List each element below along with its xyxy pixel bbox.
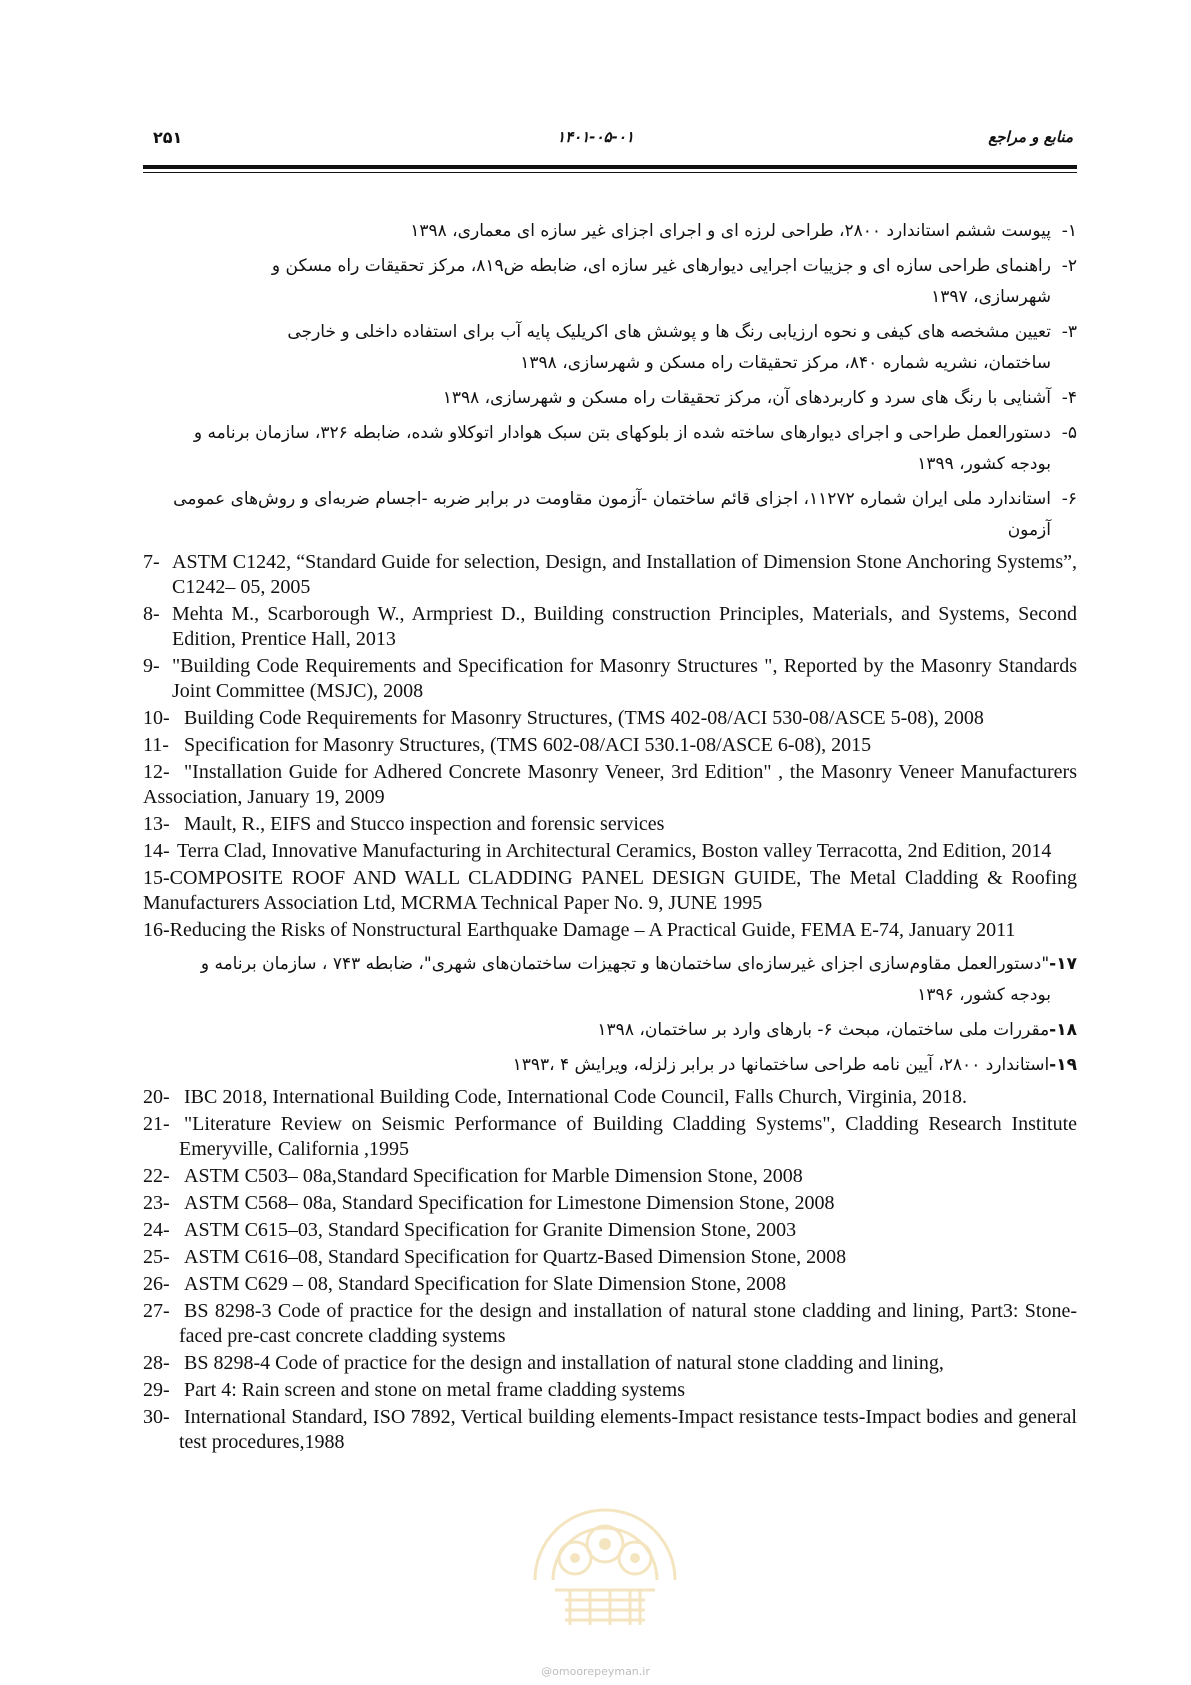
reference-fa-4 (143, 383, 1077, 414)
reference-text: استاندارد ملی ایران شماره ۱۱۲۷۲، اجزای قائم ساختمان -آزمون مقاومت در برابر ضربه -اجسام ضربه‌ای و روش‌های عمومی (173, 489, 1051, 509)
reference-number: ۲- (1061, 256, 1077, 276)
reference-text: مقررات ملی ساختمان، مبحث ۶- بارهای وارد بر ساختمان، ۱۳۹۸ (597, 1020, 1050, 1040)
reference-text-continued: بودجه کشور، ۱۳۹۹ (917, 454, 1051, 474)
reference-number: ۱۷- (1049, 954, 1077, 974)
reference-en-24 (143, 1218, 1077, 1243)
reference-en-12 (143, 760, 1077, 810)
header-rule-thin (143, 172, 1077, 173)
reference-text: ASTM C615–03, Standard Specification for Granite Dimension Stone, 2003 (184, 1219, 797, 1241)
reference-fa-6 (143, 484, 1077, 546)
reference-number: 24- (143, 1219, 170, 1241)
reference-text: آشنایی با رنگ های سرد و کاربردهای آن، مرکز تحقیقات راه مسکن و شهرسازی، ۱۳۹۸ (442, 388, 1051, 408)
reference-text: "Literature Review on Seismic Performance of Building Cladding Systems", Cladding Research Institute Emeryville, California ,1995 (179, 1113, 1077, 1160)
reference-number: 12- (143, 761, 170, 783)
reference-text: ASTM C629 – 08, Standard Specification for Slate Dimension Stone, 2008 (184, 1273, 787, 1295)
reference-text: Building Code Requirements for Masonry Structures, (TMS 402-08/ACI 530-08/ASCE 5-08), 2008 (184, 707, 984, 729)
reference-number: 13- (143, 813, 170, 835)
reference-en-22 (143, 1164, 1077, 1189)
reference-number: 9- (143, 655, 160, 677)
watermark-site: @omoorepeyman.ir (541, 1665, 650, 1678)
reference-en-8 (143, 602, 1077, 652)
reference-text-continued: بودجه کشور، ۱۳۹۶ (917, 985, 1051, 1005)
reference-number: ۱۹- (1049, 1055, 1077, 1075)
reference-number: 7- (143, 551, 160, 573)
reference-en-28 (143, 1351, 1077, 1376)
section-title: منابع و مراجع (988, 128, 1073, 146)
reference-list (143, 216, 1077, 1455)
reference-number: ۶- (1061, 489, 1077, 509)
reference-text: Specification for Masonry Structures, (TMS 602-08/ACI 530.1-08/ASCE 6-08), 2015 (184, 734, 872, 756)
reference-en-25 (143, 1245, 1077, 1270)
reference-fa-5 (143, 418, 1077, 480)
reference-number: 28- (143, 1352, 170, 1374)
reference-text: "Installation Guide for Adhered Concrete Masonry Veneer, 3rd Edition" , the Masonry Veneer Manufacturers Association, January 19, 2009 (143, 761, 1077, 808)
reference-number: 22- (143, 1165, 170, 1187)
reference-number: 21- (143, 1113, 170, 1135)
reference-en-16 (143, 918, 1077, 943)
reference-number: 11- (143, 734, 169, 756)
reference-text-continued: شهرسازی، ۱۳۹۷ (931, 287, 1051, 307)
reference-fa-1 (143, 216, 1077, 247)
reference-number: 30- (143, 1406, 170, 1428)
reference-text: Part 4: Rain screen and stone on metal frame cladding systems (184, 1379, 685, 1401)
reference-text: BS 8298-3 Code of practice for the design and installation of natural stone cladding and lining, Part3: Stone-faced pre-cast concrete cladding systems (179, 1300, 1077, 1347)
reference-en-7 (143, 550, 1077, 600)
reference-text: International Standard, ISO 7892, Vertical building elements-Impact resistance tests-Impact bodies and general test procedures,1988 (179, 1406, 1077, 1453)
reference-en-13 (143, 812, 1077, 837)
reference-en-14 (143, 839, 1077, 864)
reference-text: تعیین مشخصه های کیفی و نحوه ارزیابی رنگ ها و پوشش های اکریلیک پایه آب برای استفاده داخلی و خارجی (287, 322, 1051, 342)
document-code: ۱۴۰۱-۰۵-۰۱ (557, 128, 634, 146)
reference-number: 20- (143, 1086, 170, 1108)
reference-fa-17 (143, 949, 1077, 1011)
reference-fa-3 (143, 317, 1077, 379)
reference-text: COMPOSITE ROOF AND WALL CLADDING PANEL DESIGN GUIDE, The Metal Cladding & Roofing Manufacturers Association Ltd, MCRMA Technical Paper No. 9, JUNE 1995 (143, 867, 1077, 914)
reference-en-21 (143, 1112, 1077, 1162)
reference-text: Reducing the Risks of Nonstructural Earthquake Damage – A Practical Guide, FEMA E-74, January 2011 (169, 919, 1016, 941)
reference-number: 29- (143, 1379, 170, 1401)
reference-text: Mault, R., EIFS and Stucco inspection and forensic services (184, 813, 665, 835)
reference-text: ASTM C1242, “Standard Guide for selection, Design, and Installation of Dimension Stone Anchoring Systems”, C1242– 05, 2005 (172, 551, 1077, 598)
reference-number: 10- (143, 707, 170, 729)
reference-number: ۳- (1061, 322, 1077, 342)
reference-text: IBC 2018, International Building Code, International Code Council, Falls Church, Virginia, 2018. (184, 1086, 967, 1108)
reference-text: راهنمای طراحی سازه ای و جزییات اجرایی دیوارهای غیر سازه ای، ضابطه ض۸۱۹، مرکز تحقیقات راه مسکن و (271, 256, 1051, 276)
reference-fa-2 (143, 251, 1077, 313)
reference-en-9 (143, 654, 1077, 704)
reference-number: 27- (143, 1300, 170, 1322)
reference-fa-18 (143, 1015, 1077, 1046)
reference-en-29 (143, 1378, 1077, 1403)
reference-number: 26- (143, 1273, 170, 1295)
reference-text-continued: ساختمان، نشریه شماره ۸۴۰، مرکز تحقیقات راه مسکن و شهرسازی، ۱۳۹۸ (520, 353, 1051, 373)
reference-en-26 (143, 1272, 1077, 1297)
reference-text: استاندارد ۲۸۰۰، آیین نامه طراحی ساختمانها در برابر زلزله، ویرایش ۴ ،۱۳۹۳ (512, 1055, 1050, 1075)
reference-number: ۵- (1061, 423, 1077, 443)
reference-text: دستورالعمل طراحی و اجرای دیوارهای ساخته شده از بلوکهای بتن سبک هوادار اتوکلاو شده، ضابطه ۳۲۶، سازمان برنامه و (193, 423, 1051, 443)
reference-number: 16- (143, 919, 170, 941)
reference-en-23 (143, 1191, 1077, 1216)
reference-text: ASTM C503– 08a,Standard Specification for Marble Dimension Stone, 2008 (184, 1165, 803, 1187)
reference-en-10 (143, 706, 1077, 731)
page-number: ۲۵۱ (153, 128, 183, 147)
reference-en-20 (143, 1085, 1077, 1110)
reference-number: ۱- (1061, 221, 1077, 241)
reference-text: ASTM C616–08, Standard Specification for Quartz-Based Dimension Stone, 2008 (184, 1246, 847, 1268)
reference-text: ASTM C568– 08a, Standard Specification for Limestone Dimension Stone, 2008 (184, 1192, 835, 1214)
reference-number: 15- (143, 867, 170, 889)
reference-en-11 (143, 733, 1077, 758)
reference-number: 8- (143, 603, 160, 625)
reference-text: Terra Clad, Innovative Manufacturing in Architectural Ceramics, Boston valley Terracotta, 2nd Edition, 2014 (177, 840, 1052, 862)
reference-number: 25- (143, 1246, 170, 1268)
reference-text: "دستورالعمل مقاوم‌سازی اجزای غیرسازه‌ای ساختمان‌ها و تجهیزات ساختمان‌های شهری"، ضابطه ۷۴۳ ، سازمان برنامه و (200, 954, 1050, 974)
reference-text: Mehta M., Scarborough W., Armpriest D., Building construction Principles, Materials, and Systems, Second Edition, Prentice Hall, 2013 (172, 603, 1077, 650)
reference-fa-19 (143, 1050, 1077, 1081)
reference-text: "Building Code Requirements and Specification for Masonry Structures ", Reported by the Masonry Standards Joint Committee (MSJC), 2008 (172, 655, 1077, 702)
reference-number: ۴- (1061, 388, 1077, 408)
header-rule (143, 165, 1077, 169)
reference-text-continued: آزمون (1007, 520, 1051, 540)
reference-text: BS 8298-4 Code of practice for the design and installation of natural stone cladding and lining, (184, 1352, 944, 1374)
reference-number: 23- (143, 1192, 170, 1214)
watermark-seal-icon (495, 1440, 715, 1640)
reference-en-27 (143, 1299, 1077, 1349)
reference-en-15 (143, 866, 1077, 916)
reference-number: ۱۸- (1049, 1020, 1077, 1040)
reference-text: پیوست ششم استاندارد ۲۸۰۰، طراحی لرزه ای و اجرای اجزای غیر سازه ای معماری، ۱۳۹۸ (410, 221, 1051, 241)
reference-number: 14- (143, 840, 170, 862)
